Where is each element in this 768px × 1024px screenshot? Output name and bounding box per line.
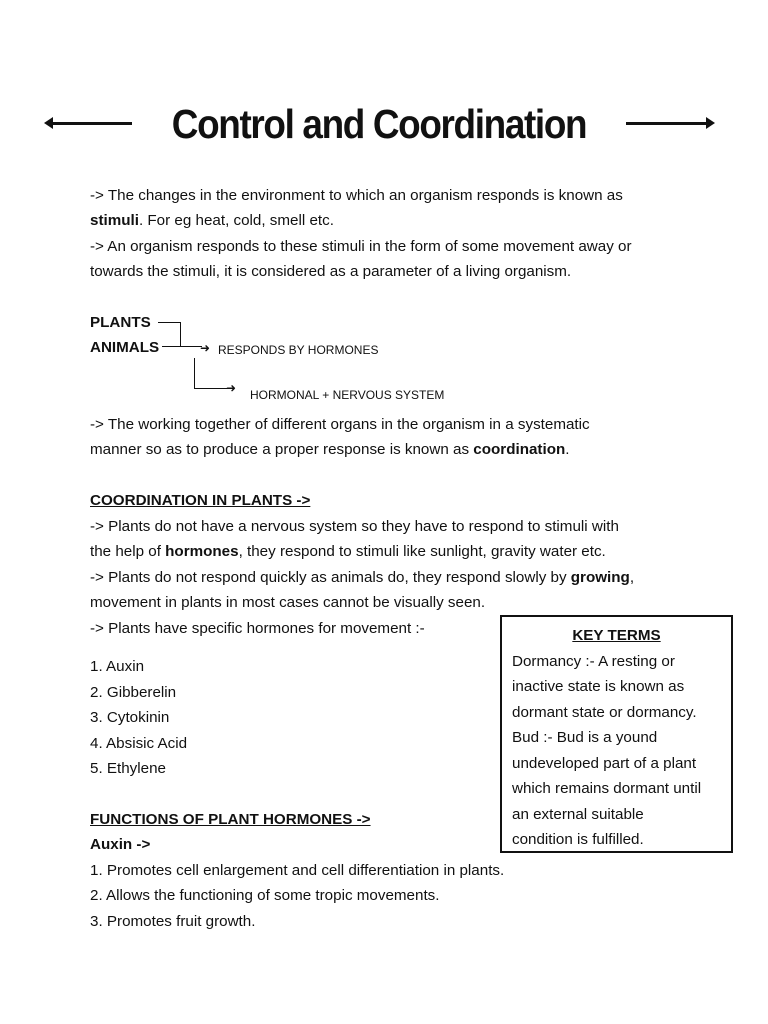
- hormonal-label: HORMONAL + NERVOUS SYSTEM: [250, 388, 445, 402]
- intro-line-2: [90, 208, 690, 234]
- hormone-item: 2. Gibberelin: [90, 684, 177, 701]
- intro-line-2-rest: . For eg heat, cold, smell etc.: [138, 212, 334, 229]
- stimuli-term: stimuli: [90, 212, 139, 229]
- plants-line-3-pre: -> Plants do not respond quickly as animals do, they respond slowly by: [90, 569, 571, 586]
- plants-connector: [158, 322, 181, 347]
- plants-line-5: -> Plants have specific hormones for movement :-: [90, 620, 425, 637]
- hormone-item: 5. Ethylene: [90, 760, 166, 777]
- coordination-term: coordination: [473, 441, 566, 458]
- growing-term: growing: [570, 569, 630, 586]
- plants-line-2: [90, 539, 690, 565]
- plants-section-heading: COORDINATION IN PLANTS ->: [90, 492, 311, 509]
- key-terms-line: an external suitable: [512, 805, 644, 823]
- coordination-line-2: [90, 437, 690, 463]
- left-arrow-line: [50, 122, 132, 125]
- key-terms-line: Dormancy :- A resting or: [512, 652, 675, 670]
- title-row: [44, 96, 724, 152]
- key-terms-line: undeveloped part of a plant: [512, 754, 697, 772]
- intro-line-4: towards the stimuli, it is considered as a parameter of a living organism.: [90, 263, 572, 280]
- coordination-period: .: [565, 441, 570, 458]
- intro-line-1: -> The changes in the environment to which an organism responds is known as: [90, 187, 623, 204]
- hormone-item: 1. Auxin: [90, 658, 145, 675]
- plants-line-2-post: , they respond to stimuli like sunlight, gravity water etc.: [238, 543, 606, 560]
- function-item: 1. Promotes cell enlargement and cell differentiation in plants.: [90, 862, 505, 879]
- plants-line-1: -> Plants do not have a nervous system so they have to respond to stimuli with: [90, 518, 619, 535]
- hormones-term: hormones: [165, 543, 239, 560]
- plants-line-3: [90, 565, 690, 591]
- plants-line-2-pre: the help of: [90, 543, 166, 560]
- key-terms-line: dormant state or dormancy.: [512, 703, 697, 721]
- key-terms-title: KEY TERMS: [572, 627, 661, 644]
- right-arrow-line: [626, 122, 708, 125]
- responds-arrow-line: [180, 346, 202, 347]
- responds-label: RESPONDS BY HORMONES: [218, 343, 379, 357]
- responds-arrow-icon: ➜: [200, 341, 211, 355]
- auxin-subheading: Auxin ->: [90, 836, 151, 853]
- function-item: 3. Promotes fruit growth.: [90, 913, 256, 930]
- coordination-line-1: -> The working together of different organs in the organism in a systematic: [90, 416, 590, 433]
- hormonal-connector: [194, 358, 229, 389]
- key-terms-line: Bud :- Bud is a yound: [512, 729, 658, 746]
- plants-line-3-post: ,: [629, 569, 635, 586]
- functions-heading: FUNCTIONS OF PLANT HORMONES ->: [90, 811, 371, 828]
- hormone-item: 3. Cytokinin: [90, 709, 170, 726]
- plants-label: PLANTS: [90, 314, 151, 331]
- hormone-item: 4. Absisic Acid: [90, 735, 188, 752]
- key-terms-line: which remains dormant until: [512, 780, 702, 797]
- animals-label: ANIMALS: [90, 339, 160, 356]
- page-title: Control and Coordination: [171, 101, 587, 147]
- intro-line-3: -> An organism responds to these stimuli in the form of some movement away or: [90, 238, 632, 255]
- plants-line-4: movement in plants in most cases cannot be visually seen.: [90, 594, 486, 611]
- key-terms-line: inactive state is known as: [512, 678, 685, 695]
- key-terms-line: condition is fulfilled.: [512, 831, 644, 848]
- right-arrow-icon: [706, 117, 715, 129]
- coordination-line-2-text: manner so as to produce a proper response is known as: [90, 441, 474, 458]
- hormonal-arrow-icon: ➜: [226, 381, 237, 395]
- function-item: 2. Allows the functioning of some tropic movements.: [90, 887, 440, 904]
